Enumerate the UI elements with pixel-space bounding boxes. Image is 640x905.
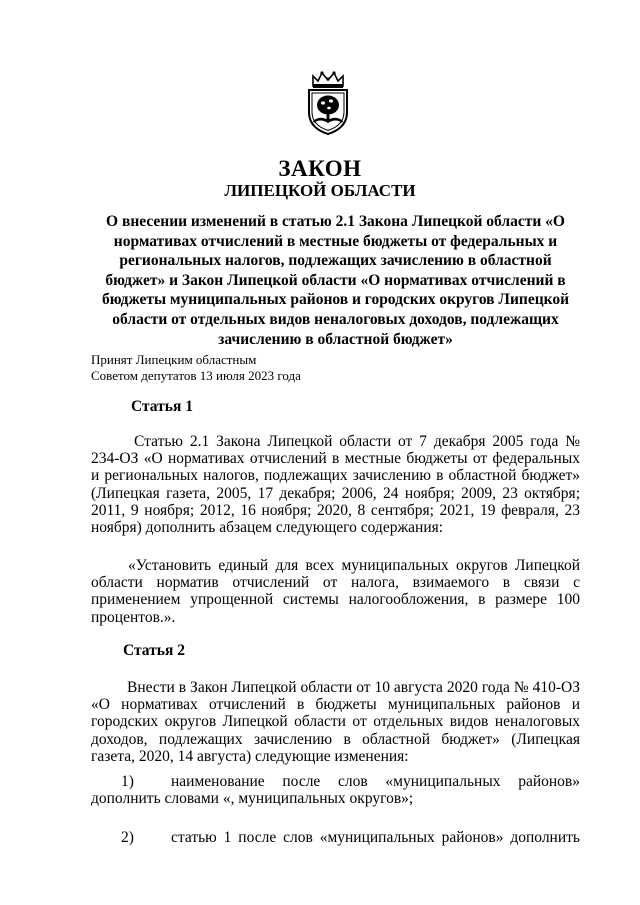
list-item-text-continued: дополнить словами «, муниципальных округов»; [91,790,414,808]
adoption-note-line-2: Советом депутатов 13 июля 2023 года [91,368,301,383]
law-title: ЗАКОН [278,156,362,181]
article-1-quote: «Установить единый для всех муниципальных округов Липецкой области норматив отчислений от налога, взимаемого в связи с применением упрощенной системы налогообложения, в размере 100 процентов.». [91,557,580,626]
list-item-text: наименование после слов «муниципальных районов» [171,773,580,790]
list-item-number: 2) [121,829,134,846]
list-item [91,773,580,807]
list-item-number: 1) [121,773,134,790]
list-item-text: статью 1 после слов «муниципальных районов» дополнить [171,829,580,846]
article-1-title: Статья 1 [131,398,193,415]
list-item [91,829,580,846]
article-2-title: Статья 2 [123,642,185,659]
article-1-text: Статью 2.1 Закона Липецкой области от 7 декабря 2005 года № 234-ОЗ «О нормативах отчислений в местные бюджеты от федеральных и региональных налогов, подлежащих зачислению в областной бюджет» (Липецкая газета, 2005, 17 декабря; 2006, 24 ноября; 2009, 23 октября; 2011, 9 ноября; 2012, 16 ноября; 2020, 8 сентября; 2021, 19 февраля, 23 ноября) дополнить абзацем следующего содержания: [91,433,580,537]
law-region: ЛИПЕЦКОЙ ОБЛАСТИ [224,181,416,200]
law-heading: О внесении изменений в статью 2.1 Закона Липецкой области «О нормативах отчислений в местные бюджеты от федеральных и региональных налогов, подлежащих зачислению в областной бюджет» и Закон Липецкой области «О нормативах отчислений в бюджеты муниципальных районов и городских округов Липецкой области от отдельных видов неналоговых доходов, подлежащих зачислению в областной бюджет» [101,213,570,348]
adoption-note [91,352,301,384]
article-2-text: Внести в Закон Липецкой области от 10 августа 2020 года № 410-ОЗ «О нормативах отчислений в бюджеты муниципальных районов и городских округов Липецкой области от отдельных видов неналоговых доходов, подлежащих зачислению в областной бюджет» (Липецкая газета, 2020, 14 августа) следующие изменения: [91,679,580,765]
adoption-note-line-1: Принят Липецким областным [91,352,257,367]
coat-of-arms-icon [304,70,352,136]
